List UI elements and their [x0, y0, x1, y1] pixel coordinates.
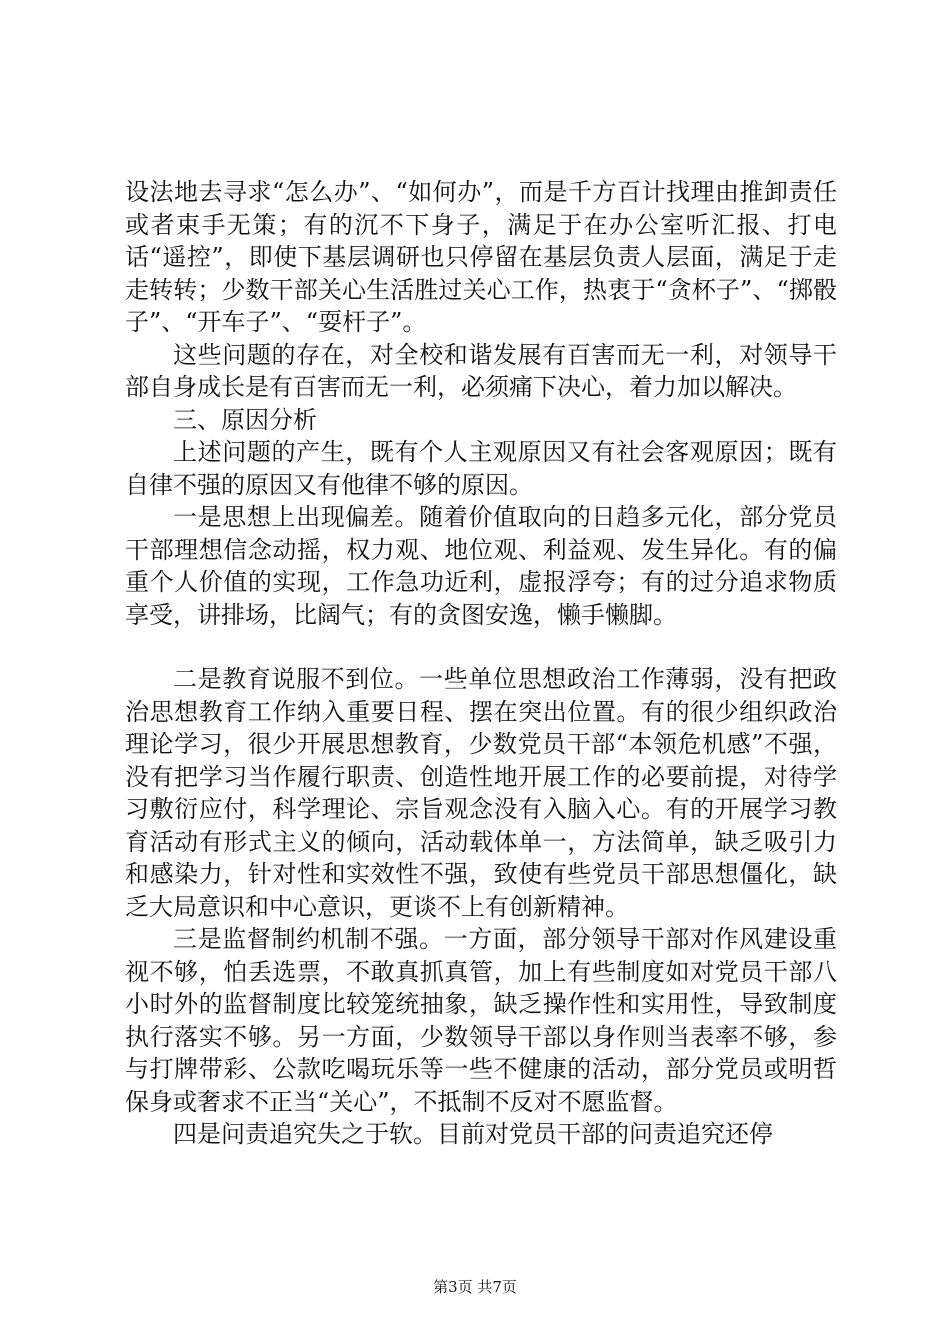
page-number-footer: 第3页 共7页 [433, 1278, 517, 1296]
section-heading-cause-analysis: 三、原因分析 [173, 405, 317, 434]
paragraph-cause-three: 三是监督制约机制不强。一方面，部分领导干部对作风建设重视不够，怕丢选票，不敢真抓真管，加上有些制度如对党员干部八小时外的监督制度比较笼统抽象，缺乏操作性和实用性，导致制度执行落实不够。另一方面，少数领导干部以身作则当表率不够，参与打牌带彩、公款吃喝玩乐等一些不健康的活动，部分党员或明哲保身或奢求不正当“关心”，不抵制不反对不愿监督。 [125, 925, 837, 1116]
paragraph-continuation: 设法地去寻求“怎么办”、“如何办”，而是千方百计找理由推卸责任或者束手无策；有的沉不下身子，满足于在办公室听汇报、打电话“遥控”，即使下基层调研也只停留在基层负责人层面，满足于走走转转；少数干部关心生活胜过关心工作，热衷于“贪杯子”、“掷骰子”、“开车子”、“耍杆子”。 [125, 178, 837, 336]
paragraph-gap [125, 631, 837, 663]
paragraph-cause-one: 一是思想上出现偏差。随着价值取向的日趋多元化，部分党员干部理想信念动摇，权力观、地位观、利益观、发生异化。有的偏重个人价值的实现，工作急功近利，虚报浮夸；有的过分追求物质享受，讲排场，比阔气；有的贪图安逸，懒手懒脚。 [125, 503, 837, 629]
document-body [125, 176, 837, 1151]
paragraph-causes-intro: 上述问题的产生，既有个人主观原因又有社会客观原因；既有自律不强的原因又有他律不够的原因。 [125, 438, 837, 499]
paragraph-cause-four: 四是问责追究失之于软。目前对党员干部的问责追究还停 [173, 1120, 773, 1148]
paragraph-cause-two: 二是教育说服不到位。一些单位思想政治工作薄弱，没有把政治思想教育工作纳入重要日程、摆在突出位置。有的很少组织政治理论学习，很少开展思想教育，少数党员干部“本领危机感”不强，没有把学习当作履行职责、创造性地开展工作的必要前提，对待学习敷衍应付，科学理论、宗旨观念没有入脑入心。有的开展学习教育活动有形式主义的倾向，活动载体单一，方法简单，缺乏吸引力和感染力，针对性和实效性不强，致使有些党员干部思想僵化，缺乏大局意识和中心意识，更谈不上有创新精神。 [125, 665, 837, 921]
paragraph-harm: 这些问题的存在，对全校和谐发展有百害而无一利，对领导干部自身成长是有百害而无一利，必须痛下决心，着力加以解决。 [125, 340, 837, 401]
